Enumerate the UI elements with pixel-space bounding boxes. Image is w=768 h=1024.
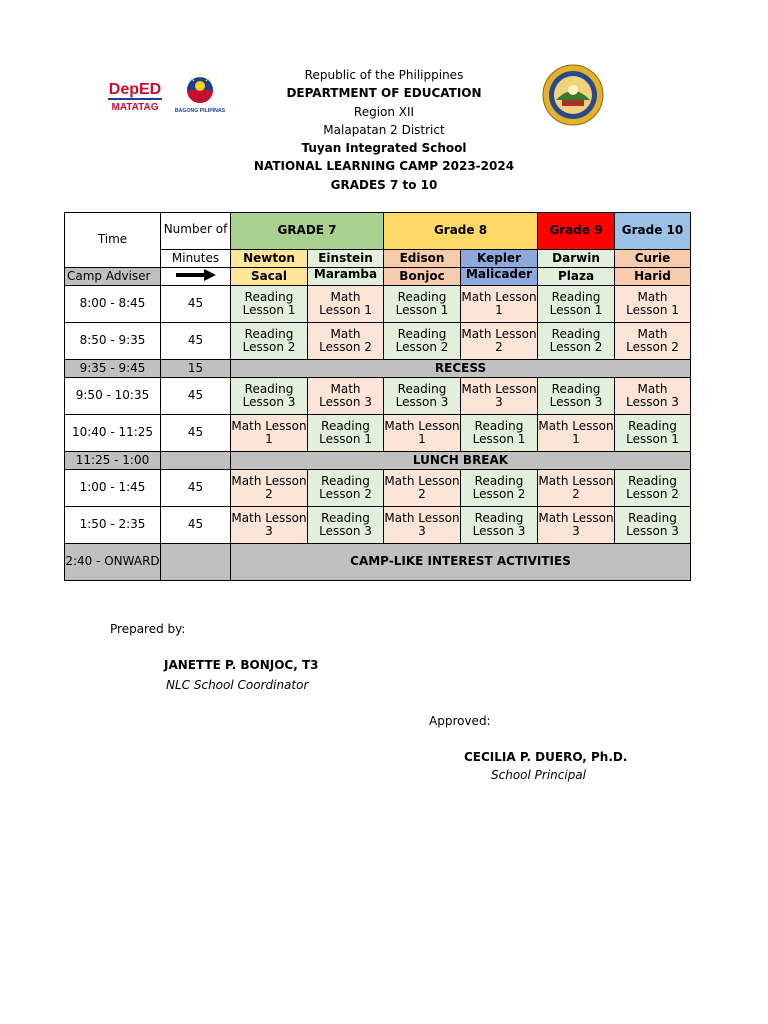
matatag-logo-text: MATATAG bbox=[111, 102, 159, 113]
lesson-cell: Reading Lesson 3 bbox=[461, 507, 538, 544]
grade-8-header: Grade 8 bbox=[384, 213, 538, 250]
adviser-plaza: Plaza bbox=[538, 268, 615, 286]
lesson-cell: Reading Lesson 1 bbox=[461, 415, 538, 452]
republic-line: Republic of the Philippines bbox=[304, 68, 464, 82]
district-line: Malapatan 2 District bbox=[323, 122, 445, 137]
deped-logo-text: DepED bbox=[108, 81, 162, 98]
lesson-cell: Math Lesson 3 bbox=[615, 378, 691, 415]
lesson-cell: Math Lesson 2 bbox=[461, 323, 538, 360]
lesson-cell: Math Lesson 2 bbox=[538, 470, 615, 507]
section-newton: Newton bbox=[231, 250, 308, 268]
time-slot: 1:00 - 1:45 bbox=[65, 470, 161, 507]
minutes-value: 45 bbox=[161, 507, 231, 544]
lesson-cell: Reading Lesson 1 bbox=[308, 415, 384, 452]
lesson-cell: Math Lesson 3 bbox=[308, 378, 384, 415]
minutes-value bbox=[161, 452, 231, 470]
recess-label: RECESS bbox=[231, 360, 691, 378]
minutes-value: 45 bbox=[161, 286, 231, 323]
section-kepler: Kepler bbox=[461, 250, 538, 268]
grades-line: GRADES 7 to 10 bbox=[330, 177, 438, 192]
adviser-bonjoc: Bonjoc bbox=[384, 268, 461, 286]
lesson-cell: Math Lesson 3 bbox=[231, 507, 308, 544]
adviser-harid: Harid bbox=[615, 268, 691, 286]
lesson-cell: Reading Lesson 2 bbox=[615, 470, 691, 507]
lesson-cell: Reading Lesson 3 bbox=[538, 378, 615, 415]
time-slot: 9:50 - 10:35 bbox=[65, 378, 161, 415]
minutes-value: 45 bbox=[161, 415, 231, 452]
grade-7-header: GRADE 7 bbox=[231, 213, 384, 250]
time-slot: 2:40 - ONWARD bbox=[65, 544, 161, 581]
lesson-cell: Math Lesson 2 bbox=[231, 470, 308, 507]
interest-activities-label: CAMP-LIKE INTEREST ACTIVITIES bbox=[231, 544, 691, 581]
lesson-cell: Reading Lesson 1 bbox=[231, 286, 308, 323]
section-curie: Curie bbox=[615, 250, 691, 268]
prepared-by-label: Prepared by: bbox=[110, 622, 186, 636]
lesson-cell: Reading Lesson 2 bbox=[538, 323, 615, 360]
lesson-cell: Math Lesson 3 bbox=[384, 507, 461, 544]
lesson-cell: Reading Lesson 2 bbox=[461, 470, 538, 507]
minutes-value: 45 bbox=[161, 378, 231, 415]
minutes-value: 45 bbox=[161, 323, 231, 360]
approver-name: CECILIA P. DUERO, Ph.D. bbox=[464, 750, 628, 764]
approver-title: School Principal bbox=[491, 768, 586, 782]
section-edison: Edison bbox=[384, 250, 461, 268]
schedule-table bbox=[64, 212, 691, 581]
region-line: Region XII bbox=[353, 104, 415, 119]
lesson-cell: Math Lesson 1 bbox=[384, 415, 461, 452]
lesson-cell: Reading Lesson 3 bbox=[231, 378, 308, 415]
bagong-pilipinas-text: BAGONG PILIPINAS bbox=[174, 108, 226, 114]
adviser-maramba: Maramba bbox=[308, 268, 384, 286]
grade-10-header: Grade 10 bbox=[615, 213, 691, 250]
adviser-malicader: Malicader bbox=[461, 268, 538, 286]
lesson-cell: Math Lesson 1 bbox=[461, 286, 538, 323]
grade-9-header: Grade 9 bbox=[538, 213, 615, 250]
lesson-cell: Math Lesson 1 bbox=[615, 286, 691, 323]
section-darwin: Darwin bbox=[538, 250, 615, 268]
lesson-cell: Math Lesson 1 bbox=[231, 415, 308, 452]
camp-title: NATIONAL LEARNING CAMP 2023-2024 bbox=[253, 159, 515, 174]
lesson-cell: Reading Lesson 2 bbox=[384, 323, 461, 360]
time-slot: 11:25 - 1:00 bbox=[65, 452, 161, 470]
number-of-header: Number of bbox=[161, 213, 231, 250]
camp-adviser-label: Camp Adviser bbox=[65, 268, 161, 286]
time-slot: 10:40 - 11:25 bbox=[65, 415, 161, 452]
lesson-cell: Math Lesson 1 bbox=[308, 286, 384, 323]
lesson-cell: Math Lesson 2 bbox=[615, 323, 691, 360]
lesson-cell: Reading Lesson 3 bbox=[308, 507, 384, 544]
lesson-cell: Reading Lesson 3 bbox=[615, 507, 691, 544]
lesson-cell: Math Lesson 3 bbox=[538, 507, 615, 544]
lesson-cell: Math Lesson 2 bbox=[384, 470, 461, 507]
minutes-value bbox=[161, 544, 231, 581]
school-name: Tuyan Integrated School bbox=[301, 141, 467, 156]
lesson-cell: Math Lesson 3 bbox=[461, 378, 538, 415]
time-slot: 8:00 - 8:45 bbox=[65, 286, 161, 323]
lesson-cell: Reading Lesson 2 bbox=[231, 323, 308, 360]
time-slot: 1:50 - 2:35 bbox=[65, 507, 161, 544]
lesson-cell: Reading Lesson 1 bbox=[615, 415, 691, 452]
lesson-cell: Math Lesson 2 bbox=[308, 323, 384, 360]
minutes-header: Minutes bbox=[161, 250, 231, 268]
section-einstein: Einstein bbox=[308, 250, 384, 268]
department-line: DEPARTMENT OF EDUCATION bbox=[286, 86, 482, 101]
lunch-break-label: LUNCH BREAK bbox=[231, 452, 691, 470]
lesson-cell: Reading Lesson 1 bbox=[384, 286, 461, 323]
lesson-cell: Reading Lesson 3 bbox=[384, 378, 461, 415]
document-header bbox=[0, 66, 768, 194]
preparer-name: JANETTE P. BONJOC, T3 bbox=[164, 658, 319, 672]
adviser-sacal: Sacal bbox=[231, 268, 308, 286]
time-header: Time bbox=[65, 213, 161, 268]
minutes-value: 45 bbox=[161, 470, 231, 507]
preparer-title: NLC School Coordinator bbox=[166, 678, 309, 692]
time-slot: 9:35 - 9:45 bbox=[65, 360, 161, 378]
arrow-right-icon bbox=[161, 268, 231, 286]
time-slot: 8:50 - 9:35 bbox=[65, 323, 161, 360]
approved-label: Approved: bbox=[429, 714, 491, 728]
lesson-cell: Reading Lesson 2 bbox=[308, 470, 384, 507]
lesson-cell: Math Lesson 1 bbox=[538, 415, 615, 452]
lesson-cell: Reading Lesson 1 bbox=[538, 286, 615, 323]
minutes-value: 15 bbox=[161, 360, 231, 378]
